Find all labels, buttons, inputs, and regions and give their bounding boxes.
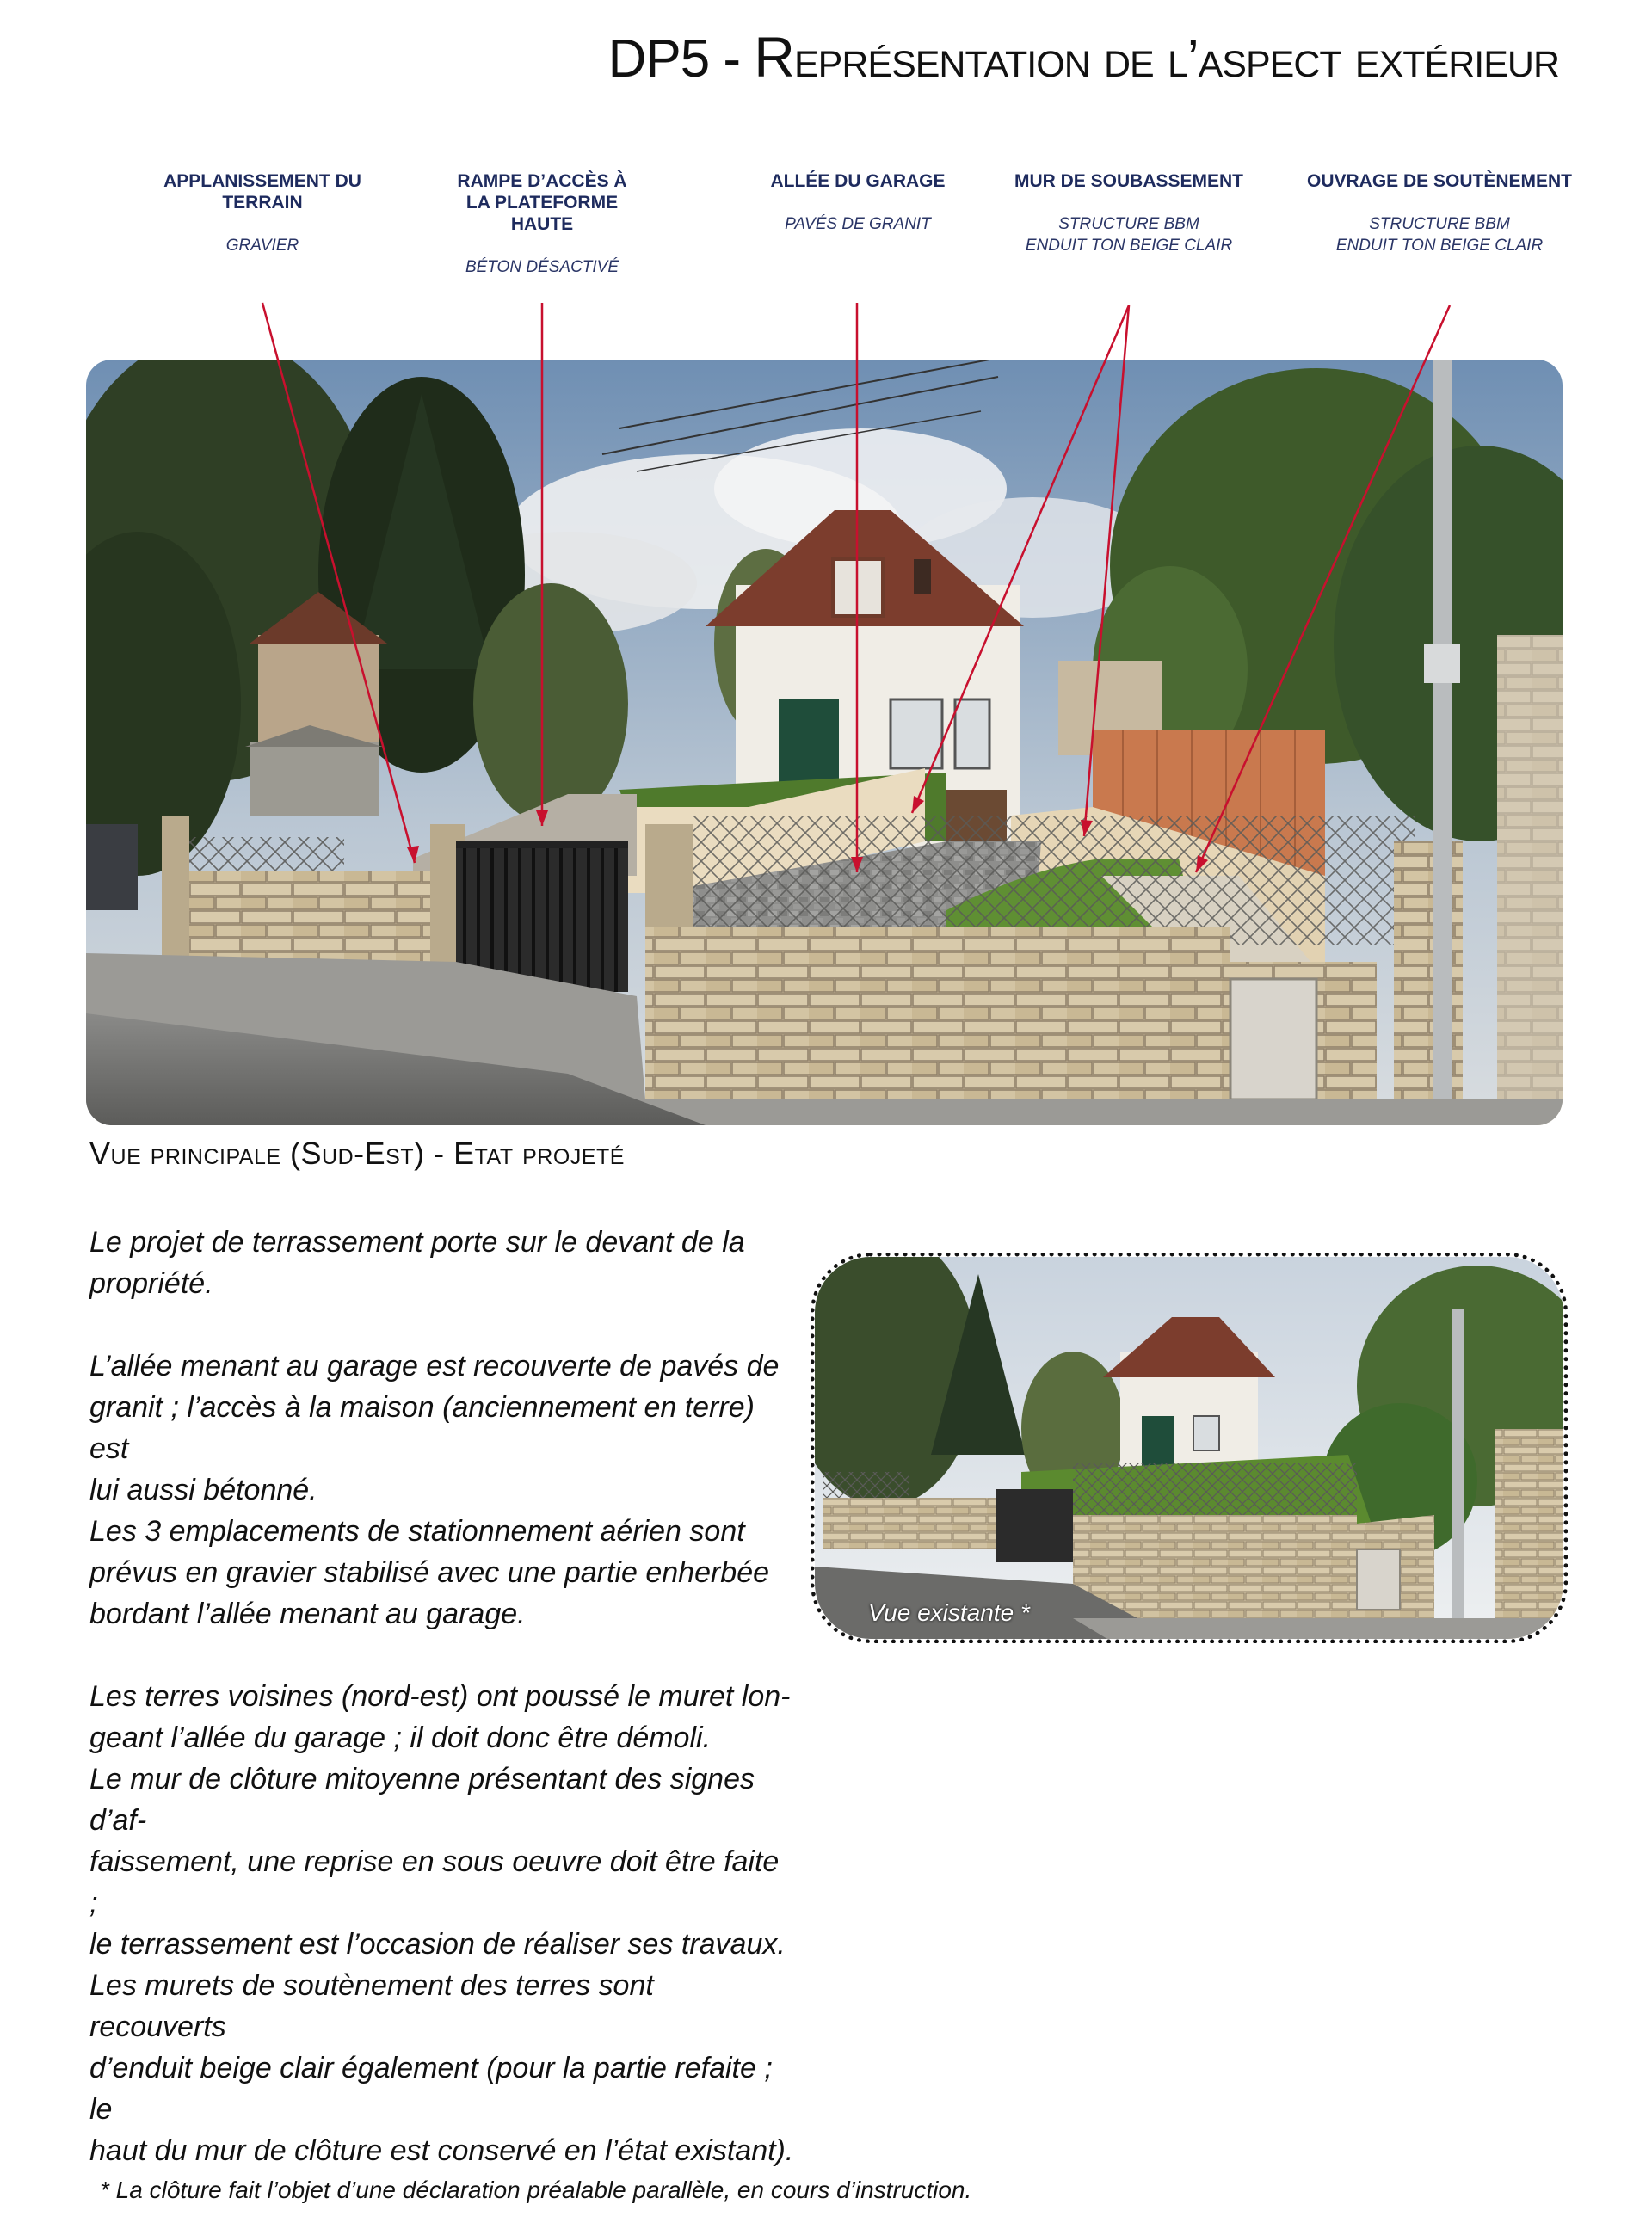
description-text <box>89 1222 795 2213</box>
page-title: DP5 - Représentation de l’aspect extérieur <box>607 25 1559 89</box>
label-terrain-leveling <box>129 170 396 256</box>
label-material: GRAVIER <box>225 237 299 255</box>
existing-view-image <box>811 1253 1568 1643</box>
label-title: RAMPE D’ACCÈS À LA PLATEFORME HAUTE <box>457 171 627 234</box>
main-view-image <box>86 360 1563 1125</box>
label-material: STRUCTURE BBM ENDUIT TON BEIGE CLAIR <box>1335 215 1544 255</box>
label-material: STRUCTURE BBM ENDUIT TON BEIGE CLAIR <box>1025 215 1233 255</box>
view-title: Vue principale (Sud-Est) - Etat projeté <box>89 1136 625 1171</box>
label-title: ALLÉE DU GARAGE <box>770 171 946 191</box>
label-title: APPLANISSEMENT DU TERRAIN <box>163 171 361 212</box>
label-retaining-structure <box>1306 170 1573 256</box>
description-paragraph: Les terres voisines (nord-est) ont poussé le muret lon- geant l’allée du garage ; il doit donc être démoli. Le mur de clôture mitoyenne présentant des signes d’af- faissement, une reprise en sous oeuvre doit être faite ; le terrassement est l’occasion de réaliser ses travaux. Les murets de soutènement des terres sont recouverts d’enduit beige clair également (pour la partie refaite ; le haut du mur de clôture est conservé en l’état existant). <box>89 1680 794 2167</box>
label-title: MUR DE SOUBASSEMENT <box>1014 171 1244 191</box>
description-paragraph: L’allée menant au garage est recouverte de pavés de granit ; l’accès à la maison (anciennement en terre) est lui aussi bétonné. Les 3 emplacements de stationnement aérien sont prévus en gravier stabilisé avec une partie enherbée bordant l’allée menant au garage. <box>89 1350 780 1630</box>
description-paragraph: Le projet de terrassement porte sur le devant de la propriété. <box>89 1226 745 1300</box>
inset-caption: Vue existante * <box>868 1599 1030 1626</box>
label-material: BÉTON DÉSACTIVÉ <box>465 258 620 276</box>
footnote: * La clôture fait l’objet d’une déclaration préalable parallèle, en cours d’instruction. <box>100 2177 972 2203</box>
label-garage-driveway <box>724 170 991 235</box>
label-material: PAVÉS DE GRANIT <box>785 215 931 233</box>
label-base-wall <box>996 170 1262 256</box>
label-title: OUVRAGE DE SOUTÈNEMENT <box>1306 171 1573 191</box>
label-access-ramp <box>409 170 675 278</box>
